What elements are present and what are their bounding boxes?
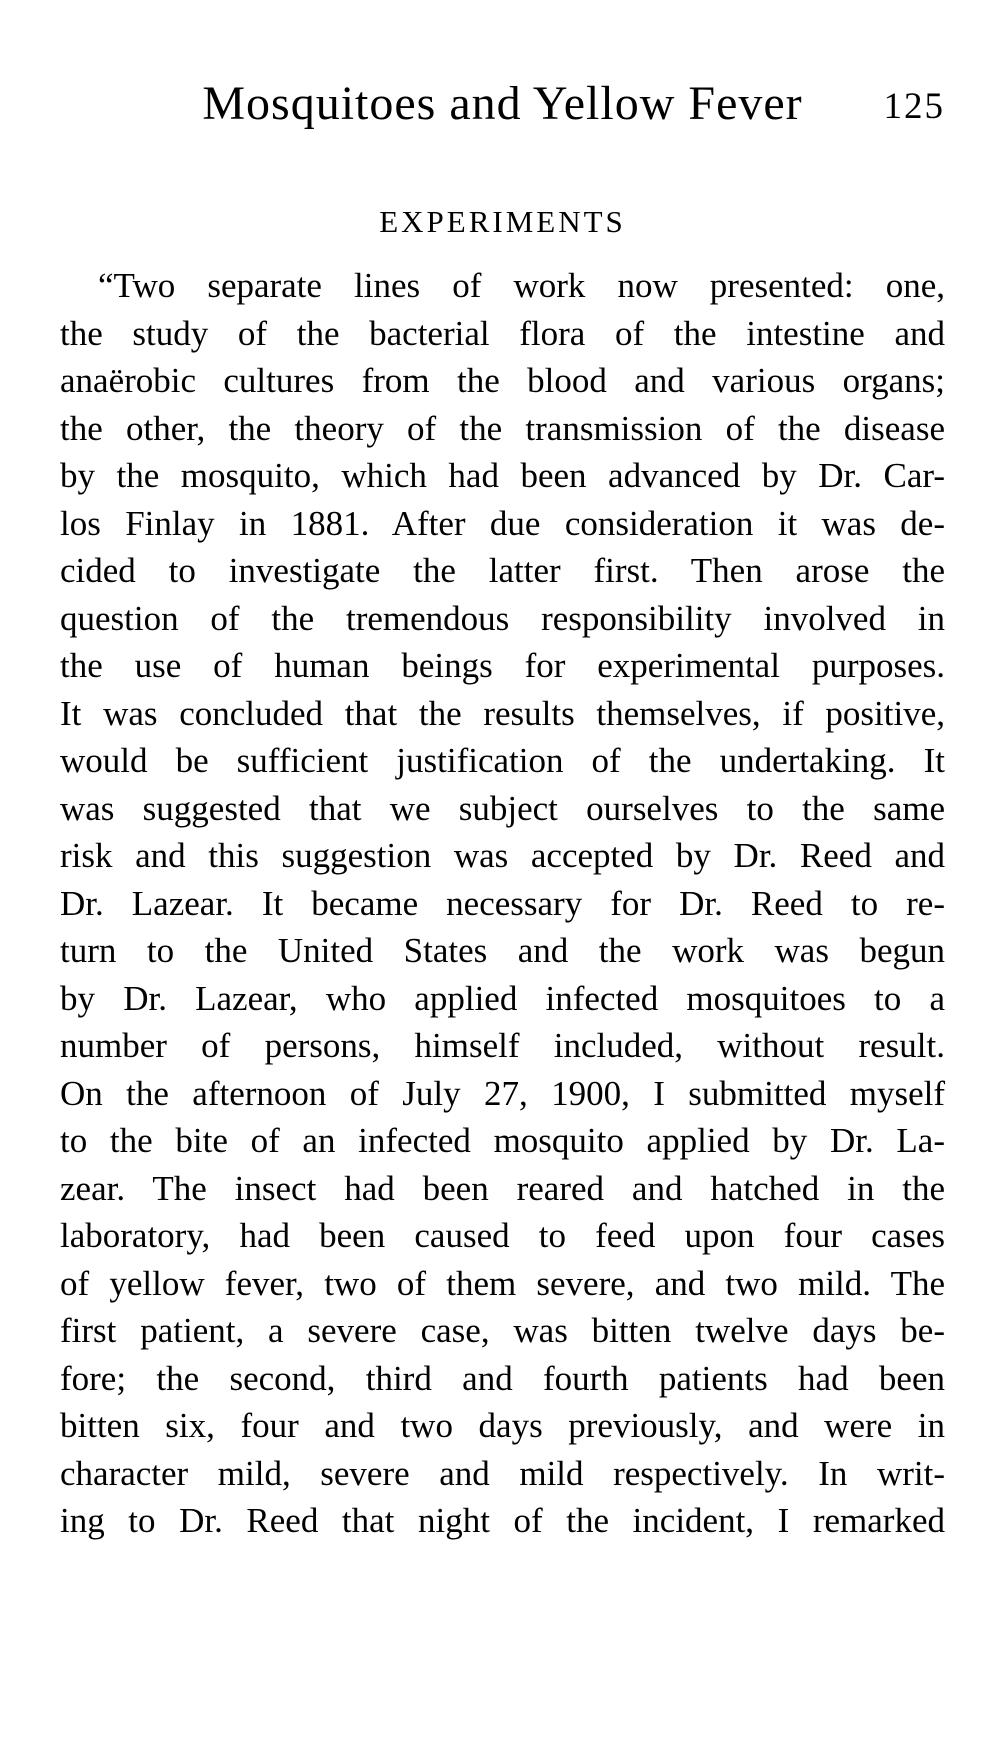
text-line: the study of the bacterial flora of the intestine and — [60, 313, 945, 353]
text-line: cided to investigate the latter first. Then arose the — [60, 551, 945, 590]
text-line: anaërobic cultures from the blood and various organs; — [60, 361, 945, 400]
text-line: number of persons, himself included, without result. — [60, 1026, 945, 1065]
text-line: risk and this suggestion was accepted by Dr. Reed and — [60, 836, 945, 875]
text-line: It was concluded that the results themselves, if positive, — [60, 693, 945, 733]
running-header — [60, 78, 945, 134]
text-line: character mild, severe and mild respectively. In writ- — [60, 1453, 945, 1493]
text-line: Dr. Lazear. It became necessary for Dr. Reed to re- — [60, 883, 945, 923]
text-line: zear. The insect had been reared and hatched in the — [60, 1168, 945, 1208]
text-line: the other, the theory of the transmission of the disease — [60, 408, 945, 448]
text-line: was suggested that we subject ourselves to the same — [60, 788, 945, 828]
page-number: 125 — [883, 86, 945, 127]
text-line: would be sufficient justification of the undertaking. It — [60, 741, 945, 780]
text-line: laboratory, had been caused to feed upon four cases — [60, 1216, 945, 1255]
text-line: the use of human beings for experimental purposes. — [60, 646, 945, 685]
text-line: first patient, a severe case, was bitten twelve days be- — [60, 1311, 945, 1350]
text-line: fore; the second, third and fourth patients had been — [60, 1358, 945, 1398]
text-line: “Two separate lines of work now presented: one, — [98, 266, 945, 305]
text-line: On the afternoon of July 27, 1900, I submitted myself — [60, 1073, 945, 1113]
text-line: question of the tremendous responsibility involved in — [60, 598, 945, 638]
text-line: bitten six, four and two days previously, and were in — [60, 1406, 945, 1445]
text-line: los Finlay in 1881. After due consideration it was de- — [60, 503, 945, 543]
section-heading: EXPERIMENTS — [379, 204, 626, 239]
body-text — [60, 262, 945, 1545]
text-line: ing to Dr. Reed that night of the incident, I remarked — [60, 1501, 945, 1540]
text-line: to the bite of an infected mosquito applied by Dr. La- — [60, 1121, 945, 1160]
text-line: by the mosquito, which had been advanced by Dr. Car- — [60, 456, 945, 495]
running-head-title: Mosquitoes and Yellow Fever — [202, 77, 803, 130]
text-line: turn to the United States and the work was begun — [60, 931, 945, 970]
text-line: by Dr. Lazear, who applied infected mosquitoes to a — [60, 978, 945, 1018]
text-line: of yellow fever, two of them severe, and two mild. The — [60, 1263, 945, 1303]
